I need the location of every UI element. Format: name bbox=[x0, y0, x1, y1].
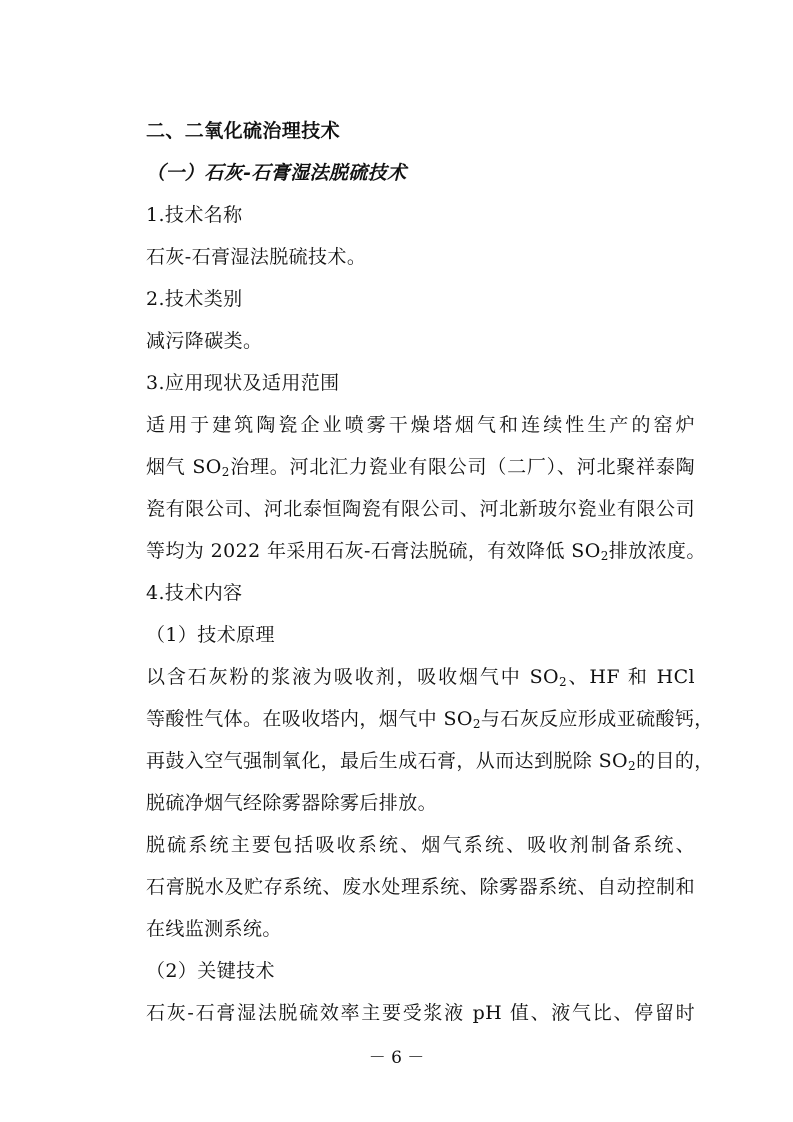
p2-line1: 脱硫系统主要包括吸收系统、烟气系统、吸收剂制备系统、 bbox=[146, 834, 695, 856]
item3-line3: 瓷有限公司、河北泰恒陶瓷有限公司、河北新玻尔瓷业有限公司 bbox=[146, 498, 695, 520]
item1-heading: 1.技术名称 bbox=[146, 204, 243, 226]
item3-heading: 3.应用现状及适用范围 bbox=[146, 372, 340, 394]
section-title: 二、二氧化硫治理技术 bbox=[146, 120, 341, 142]
p1-line2: 等酸性气体。在吸收塔内，烟气中 $SO_2$与石灰反应形成亚硫酸钙， bbox=[146, 708, 714, 731]
p1-line3: 再鼓入空气强制氧化，最后生成石膏，从而达到脱除 $SO_2$的目的， bbox=[146, 750, 714, 773]
page-number: － 6 － bbox=[368, 1048, 425, 1068]
sub2-heading: （2）关键技术 bbox=[146, 960, 275, 982]
p2-line3: 在线监测系统。 bbox=[146, 918, 282, 940]
subsection-title: （一）石灰-石膏湿法脱硫技术 bbox=[146, 162, 407, 184]
p2-line2: 石膏脱水及贮存系统、废水处理系统、除雾器系统、自动控制和 bbox=[146, 876, 695, 898]
p1-line4: 脱硫净烟气经除雾器除雾后排放。 bbox=[146, 792, 438, 814]
subscript: 2 bbox=[558, 675, 568, 689]
p3-line1: 石灰-石膏湿法脱硫效率主要受浆液 pH 值、液气比、停留时 bbox=[146, 1002, 695, 1024]
item2-heading: 2.技术类别 bbox=[146, 288, 243, 310]
item3-line1: 适用于建筑陶瓷企业喷雾干燥塔烟气和连续性生产的窑炉 bbox=[146, 414, 695, 436]
item1-text: 石灰-石膏湿法脱硫技术。 bbox=[146, 246, 367, 268]
sub1-heading: （1）技术原理 bbox=[146, 624, 275, 646]
item3-line2: 烟气 $SO_2$治理。河北汇力瓷业有限公司（二厂）、河北聚祥泰陶 bbox=[146, 456, 695, 479]
subscript: 2 bbox=[600, 549, 609, 563]
subscript: 2 bbox=[221, 465, 230, 479]
item2-text: 减污降碳类。 bbox=[146, 330, 263, 352]
p1-line1: 以含石灰粉的浆液为吸收剂，吸收烟气中 $SO_2$、HF 和 HCl bbox=[146, 666, 695, 689]
subscript: 2 bbox=[472, 717, 481, 731]
item3-line4: 等均为 2022 年采用石灰-石膏法脱硫，有效降低 $SO_2$排放浓度。 bbox=[146, 540, 706, 563]
subscript: 2 bbox=[628, 759, 637, 773]
item4-heading: 4.技术内容 bbox=[146, 582, 243, 604]
